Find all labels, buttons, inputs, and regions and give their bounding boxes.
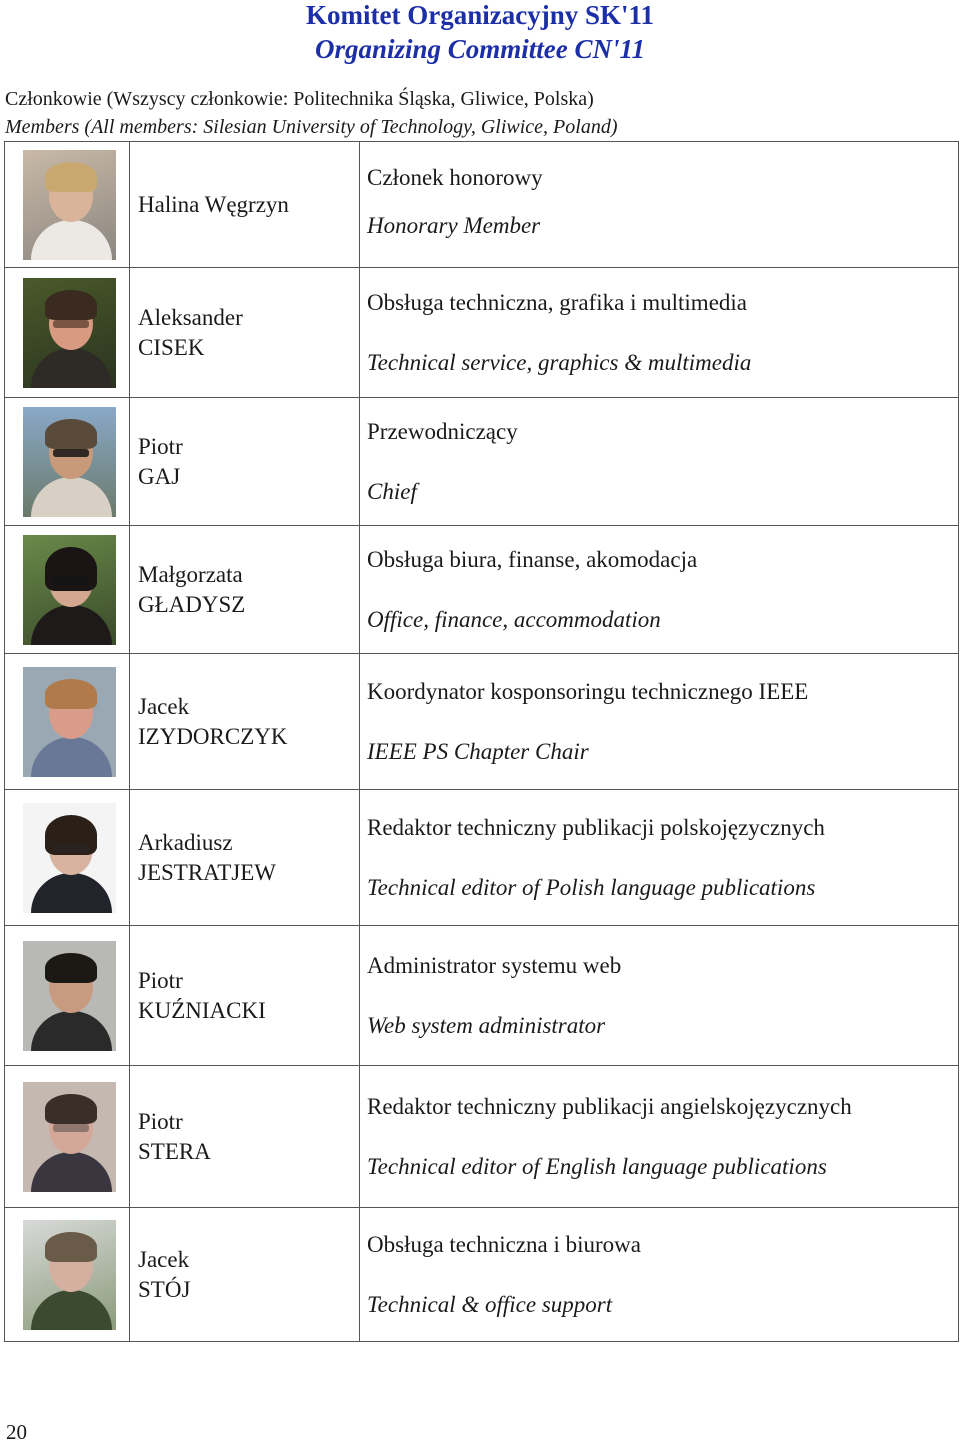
title-english: Organizing Committee CN'11 [314,34,646,64]
title-polish: Komitet Organizacyjny SK'11 [306,0,654,30]
member-name-line1: Jacek [138,1246,190,1272]
member-row [5,1066,959,1208]
member-photo [23,667,116,777]
member-name-line2: STERA [138,1138,211,1164]
role-cell [360,1066,959,1208]
member-name-line2: JESTRATJEW [138,859,276,885]
member-photo [23,407,116,517]
page-number: 20 [6,1420,27,1444]
member-row [5,790,959,926]
member-row [5,142,959,268]
photo-cell [5,654,130,790]
member-name-line1: Jacek [138,693,190,719]
photo-cell [5,790,130,926]
role-english: Office, finance, accommodation [367,606,661,632]
member-name [130,303,359,363]
role-polish: Administrator systemu web [367,952,622,978]
members-note-polish: Członkowie (Wszyscy członkowie: Politechnika Śląska, Gliwice, Polska) [5,88,594,110]
role-polish: Koordynator kosponsoringu technicznego IEEE [367,678,809,704]
member-photo [23,941,116,1051]
role-cell [360,926,959,1066]
photo-cell [5,926,130,1066]
name-cell [130,926,360,1066]
role-english: IEEE PS Chapter Chair [367,738,589,764]
role-cell [360,526,959,654]
member-name [130,1107,359,1167]
member-name [130,432,359,492]
member-name-line2: GŁADYSZ [138,591,246,617]
photo-cell [5,142,130,268]
member-name [130,692,359,752]
member-name-line1: Piotr [138,433,183,459]
name-cell [130,398,360,526]
role-polish: Redaktor techniczny publikacji polskojęzycznych [367,814,825,840]
role-english: Honorary Member [367,212,541,238]
member-row [5,926,959,1066]
role-polish: Obsługa biura, finanse, akomodacja [367,546,698,572]
member-row [5,654,959,790]
member-name-line1: Piotr [138,967,183,993]
member-row [5,1208,959,1342]
role-polish: Redaktor techniczny publikacji angielskojęzycznych [367,1093,852,1119]
role-english: Web system administrator [367,1012,606,1038]
role-cell [360,1208,959,1342]
photo-cell [5,1208,130,1342]
role-cell [360,398,959,526]
members-note-english: Members (All members: Silesian University of Technology, Gliwice, Poland) [5,116,618,138]
role-cell [360,142,959,268]
role-cell [360,654,959,790]
committee-table [4,141,959,1342]
role-cell [360,268,959,398]
member-photo [23,535,116,645]
member-row [5,526,959,654]
role-polish: Członek honorowy [367,164,543,190]
member-name-line2: STÓJ [138,1276,191,1302]
member-name [130,828,359,888]
role-polish: Obsługa techniczna, grafika i multimedia [367,289,748,315]
member-photo [23,1220,116,1330]
member-name-line2: CISEK [138,334,205,360]
name-cell [130,1208,360,1342]
role-polish: Przewodniczący [367,418,518,444]
member-name-line1: Halina Węgrzyn [138,191,289,217]
role-english: Chief [367,478,417,504]
member-photo [23,278,116,388]
member-name-line2: IZYDORCZYK [138,723,288,749]
member-row [5,268,959,398]
photo-cell [5,268,130,398]
name-cell [130,654,360,790]
name-cell [130,526,360,654]
role-polish: Obsługa techniczna i biurowa [367,1231,641,1257]
member-row [5,398,959,526]
role-english: Technical service, graphics & multimedia [367,349,752,375]
member-name [130,190,359,220]
member-name [130,560,359,620]
role-cell [360,790,959,926]
photo-cell [5,398,130,526]
member-name-line2: KUŹNIACKI [138,997,266,1023]
member-photo [23,1082,116,1192]
photo-cell [5,1066,130,1208]
member-name [130,966,359,1026]
member-name-line1: Piotr [138,1108,183,1134]
role-english: Technical & office support [367,1291,613,1317]
name-cell [130,142,360,268]
member-photo [23,803,116,913]
role-english: Technical editor of English language publications [367,1153,827,1179]
member-name [130,1245,359,1305]
name-cell [130,1066,360,1208]
role-english: Technical editor of Polish language publications [367,874,816,900]
name-cell [130,790,360,926]
member-photo [23,150,116,260]
photo-cell [5,526,130,654]
member-name-line1: Aleksander [138,304,243,330]
member-name-line2: GAJ [138,463,181,489]
member-name-line1: Arkadiusz [138,829,233,855]
member-name-line1: Małgorzata [138,561,243,587]
name-cell [130,268,360,398]
